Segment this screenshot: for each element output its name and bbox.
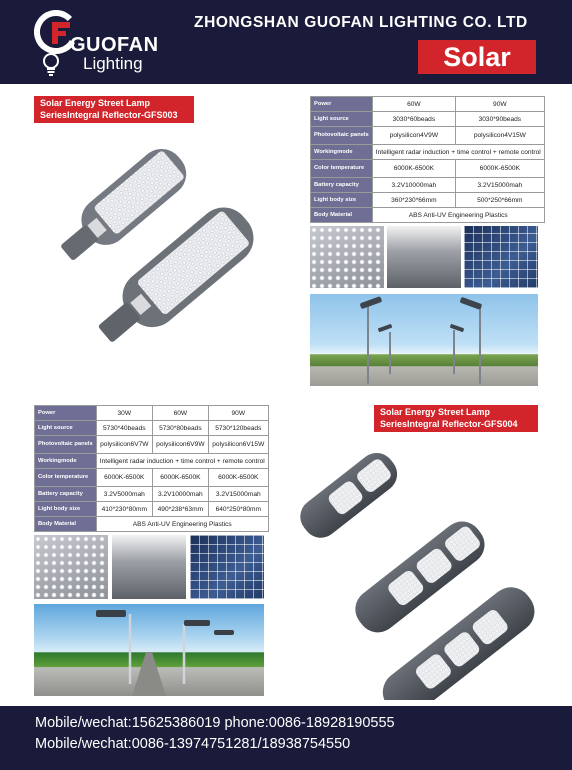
product-title-line1: Solar Energy Street Lamp: [380, 407, 491, 417]
spec-row-pv-panels: [35, 436, 269, 454]
spec-cell: 6000K-6500K: [208, 469, 268, 487]
spec-row-power: [311, 97, 545, 112]
spec-cell: ABS Anti-UV Engineering Plastics: [96, 517, 268, 532]
spec-cell: 500*250*66mm: [455, 193, 544, 208]
spec-cell: 6000K-6500K: [455, 160, 544, 178]
spec-row-body-size: [35, 502, 269, 517]
spec-cell: 6000K-6500K: [372, 160, 455, 178]
spec-cell: 90W: [208, 406, 268, 421]
spec-cell: 30W: [96, 406, 152, 421]
spec-cell: ABS Anti-UV Engineering Plastics: [372, 208, 544, 223]
spec-cell: polysilicon6V7W: [96, 436, 152, 454]
spec-label: Power: [35, 406, 97, 421]
header-banner: [0, 0, 572, 84]
spec-row-material: [35, 517, 269, 532]
spec-row-working-mode: [35, 454, 269, 469]
spec-row-light-source: [35, 421, 269, 436]
spec-row-color-temperature: [311, 160, 545, 178]
logo-name: GUOFAN: [70, 34, 159, 56]
spec-cell: 60W: [372, 97, 455, 112]
spec-row-color-temperature: [35, 469, 269, 487]
spec-label: Color temperature: [311, 160, 373, 178]
product-image-gfs003: [40, 128, 280, 368]
photo-bracket-detail: [112, 535, 186, 599]
spec-row-light-source: [311, 112, 545, 127]
spec-label: Power: [311, 97, 373, 112]
contact-line-1: Mobile/wechat:15625386019 phone:0086-18928190555: [35, 715, 395, 731]
spec-row-working-mode: [311, 145, 545, 160]
company-name: ZHONGSHAN GUOFAN LIGHTING CO. LTD: [194, 14, 528, 31]
photo-street-installation: [310, 294, 538, 386]
product-title-gfs003: [34, 96, 194, 123]
spec-row-material: [311, 208, 545, 223]
spec-cell: polysilicon6V15W: [208, 436, 268, 454]
street-lamp-scene: [310, 294, 538, 386]
spec-cell: 60W: [152, 406, 208, 421]
spec-cell: 410*230*80mm: [96, 502, 152, 517]
spec-cell: 3030*60beads: [372, 112, 455, 127]
spec-cell: Intelligent radar induction + time control + remote control: [96, 454, 268, 469]
photo-led-module: [34, 535, 108, 599]
spec-cell: 640*250*80mm: [208, 502, 268, 517]
product-image-gfs004: [276, 440, 546, 700]
spec-label: Light body size: [311, 193, 373, 208]
spec-cell: 3.2V10000mah: [372, 178, 455, 193]
photo-solar-panel: [464, 226, 538, 288]
spec-cell: polysilicon4V15W: [455, 127, 544, 145]
photo-road-installation: [34, 604, 264, 696]
spec-cell: 6000K-6500K: [96, 469, 152, 487]
product-title-line2: SeriesIntegral Reflector-GFS004: [380, 418, 518, 429]
spec-cell: polysilicon4V9W: [372, 127, 455, 145]
spec-label: Light source: [311, 112, 373, 127]
spec-label: Workingmode: [311, 145, 373, 160]
product-title-line2: SeriesIntegral Reflector-GFS003: [40, 109, 178, 120]
spec-row-battery: [311, 178, 545, 193]
spec-cell: 490*238*63mm: [152, 502, 208, 517]
spec-cell: 3.2V15000mah: [208, 487, 268, 502]
spec-cell: 5730*80beads: [152, 421, 208, 436]
spec-label: Body Material: [311, 208, 373, 223]
spec-row-pv-panels: [311, 127, 545, 145]
photo-solar-panel-2: [190, 535, 264, 599]
spec-label: Workingmode: [35, 454, 97, 469]
spec-label: Body Material: [35, 517, 97, 532]
spec-label: Light body size: [35, 502, 97, 517]
footer-contact-bar: [0, 706, 572, 770]
spec-cell: 90W: [455, 97, 544, 112]
spec-cell: 6000K-6500K: [152, 469, 208, 487]
spec-cell: 5730*40beads: [96, 421, 152, 436]
spec-cell: polysilicon6V9W: [152, 436, 208, 454]
photo-housing-detail: [387, 226, 461, 288]
spec-label: Color temperature: [35, 469, 97, 487]
spec-row-power: [35, 406, 269, 421]
spec-cell: 5730*120beads: [208, 421, 268, 436]
photo-led-closeup: [310, 226, 384, 288]
spec-table-gfs004: [34, 405, 269, 532]
spec-label: Photovoltaic panels: [311, 127, 373, 145]
spec-table-gfs003: [310, 96, 545, 223]
spec-cell: 360*230*66mm: [372, 193, 455, 208]
spec-row-body-size: [311, 193, 545, 208]
lightbulb-icon: [40, 52, 62, 76]
road-lamp-scene: [34, 604, 264, 696]
spec-cell: 3030*90beads: [455, 112, 544, 127]
logo-subtitle: Lighting: [83, 54, 143, 73]
spec-row-battery: [35, 487, 269, 502]
category-badge: Solar: [418, 40, 536, 74]
spec-label: Light source: [35, 421, 97, 436]
spec-cell: 3.2V5000mah: [96, 487, 152, 502]
spec-label: Battery capacity: [35, 487, 97, 502]
spec-cell: 3.2V15000mah: [455, 178, 544, 193]
product-title-line1: Solar Energy Street Lamp: [40, 98, 151, 108]
spec-label: Photovoltaic panels: [35, 436, 97, 454]
spec-cell: Intelligent radar induction + time control + remote control: [372, 145, 544, 160]
spec-cell: 3.2V10000mah: [152, 487, 208, 502]
product-title-gfs004: [374, 405, 538, 432]
spec-label: Battery capacity: [311, 178, 373, 193]
contact-line-2: Mobile/wechat:0086-13974751281/18938754550: [35, 736, 351, 752]
